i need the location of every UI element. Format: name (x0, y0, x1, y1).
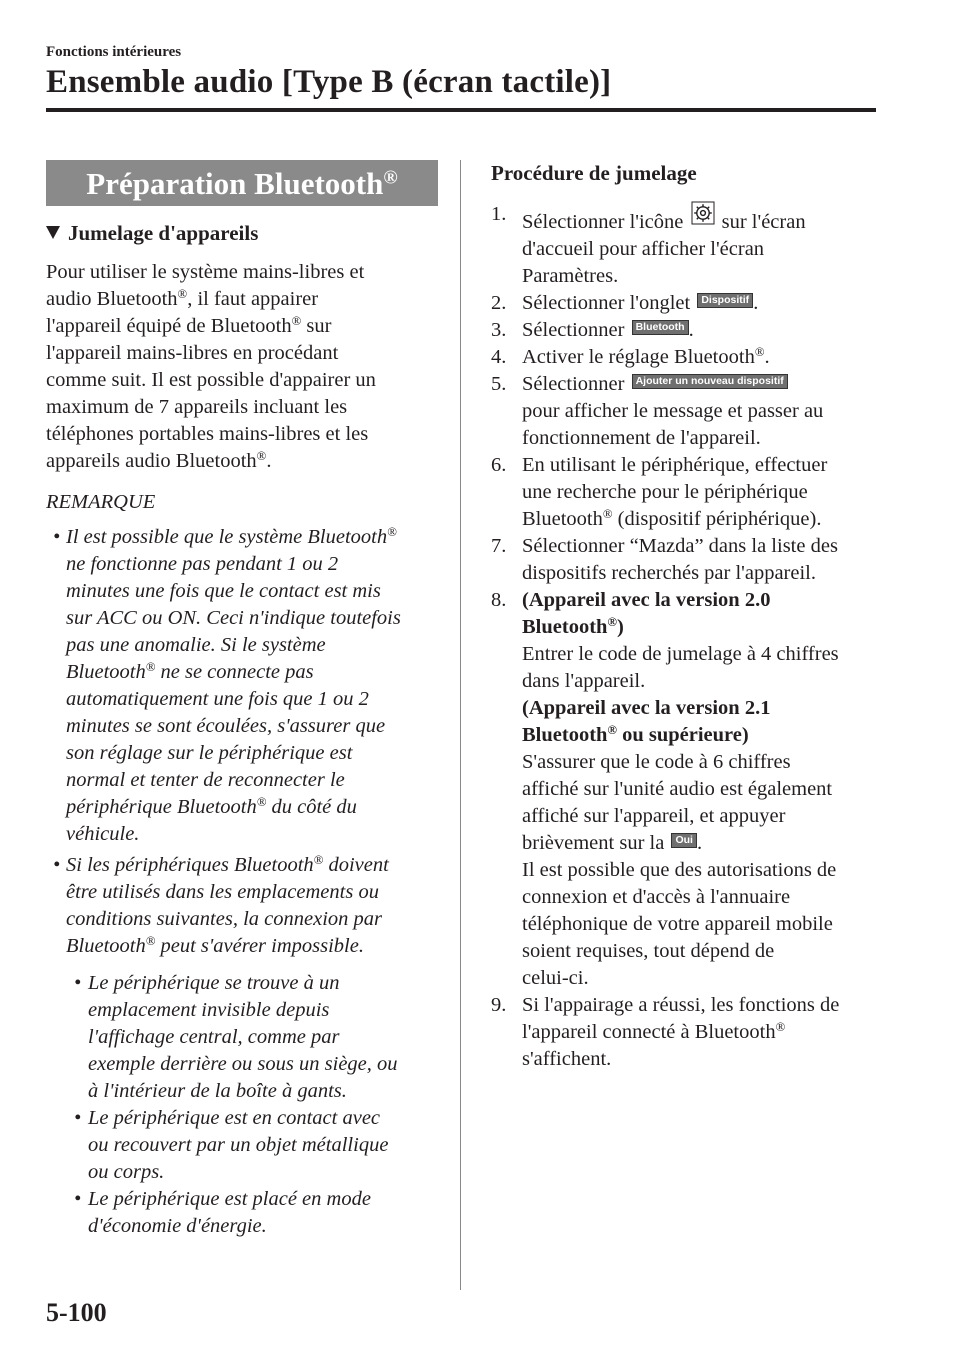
add-device-button[interactable]: Ajouter un nouveau dispositif (632, 374, 788, 389)
header-rule (46, 108, 876, 112)
note-item: • Si les périphériques Bluetooth® doivent être utilisés dans les emplacements ou conditions suivantes, la connexion par Bluetooth® peut s'avérer impossible. (53, 853, 389, 957)
left-column (46, 160, 438, 1240)
triangle-down-icon (46, 226, 60, 239)
note-item: • Il est possible que le système Bluetooth® ne fonctionne pas pendant 1 ou 2 minutes une fois que le contact est mis sur ACC ou ON. Ceci n'indique toutefois pas une anomalie. Si le système Bluetooth® ne se connecte pas automatiquement une fois que 1 ou 2 minutes se sont écoulées, s'assurer que son réglage sur le périphérique est normal et tenter de reconnecter le périphérique Bluetooth® du côté du véhicule. (53, 525, 401, 845)
step-8: 8. (Appareil avec la version 2.0 Bluetooth®) Entrer le code de jumelage à 4 chiffres dans l'appareil. (Appareil avec la version 2.1 Bluetooth® ou supérieure) S'assurer que le code à 6 chiffres affiché sur l'unité audio est également affiché sur l'appareil, et appuyer brièvement sur la Oui . Il est possible que des autorisations de connexion et d'accès à l'annuaire téléphonique de votre appareil mobile soient requises, tout dépend de celui-ci. (491, 589, 839, 989)
bullet-icon: • (74, 1188, 82, 1210)
step-9: 9. Si l'appairage a réussi, les fonctions de l'appareil connecté à Bluetooth® s'affichent. (491, 994, 840, 1070)
dispositif-tab-button[interactable]: Dispositif (697, 293, 753, 308)
page-title: Ensemble audio [Type B (écran tactile)] (46, 64, 612, 100)
sub-note-item: • Le périphérique est placé en mode d'économie d'énergie. (74, 1188, 371, 1237)
procedure-title: Procédure de jumelage (491, 161, 697, 185)
section-banner: Préparation Bluetooth® (46, 160, 438, 206)
oui-button[interactable]: Oui (671, 833, 697, 848)
subhead-pairing: Jumelage d'appareils (46, 220, 438, 247)
note-heading: REMARQUE (46, 491, 156, 513)
step-2: 2. Sélectionner l'onglet Dispositif . (491, 292, 759, 314)
right-column (491, 160, 883, 1073)
bullet-icon: • (53, 526, 61, 548)
section-label: Fonctions intérieures (46, 44, 182, 60)
bluetooth-button[interactable]: Bluetooth (632, 320, 689, 335)
step-1: 1. Sélectionner l'icône sur l'écran d'accueil pour afficher l'écran Paramètres. (491, 203, 806, 287)
bullet-icon: • (74, 972, 82, 994)
bullet-icon: • (53, 854, 61, 876)
column-divider (460, 160, 461, 1290)
step-5: 5. Sélectionner Ajouter un nouveau dispositif pour afficher le message et passer au fonctionnement de l'appareil. (491, 373, 824, 449)
sub-note-item: • Le périphérique est en contact avec ou recouvert par un objet métallique ou corps. (74, 1107, 389, 1183)
step-7: 7. Sélectionner “Mazda” dans la liste des dispositifs recherchés par l'appareil. (491, 535, 838, 584)
bullet-icon: • (74, 1107, 82, 1129)
step-4: 4. Activer le réglage Bluetooth®. (491, 345, 770, 368)
page-number: 5-100 (46, 1298, 107, 1327)
step-3: 3. Sélectionner Bluetooth . (491, 319, 694, 341)
gear-icon (691, 201, 715, 225)
step-6: 6. En utilisant le périphérique, effectuer une recherche pour le périphérique Bluetooth® (dispositif périphérique). (491, 454, 828, 530)
intro-paragraph: Pour utiliser le système mains-libres et audio Bluetooth®, il faut appairer l'appareil équipé de Bluetooth® sur l'appareil mains-libres en procédant comme suit. Il est possible d'appairer un maximum de 7 appareils incluant les téléphones portables mains-libres et les appareils audio Bluetooth®. (46, 261, 376, 472)
sub-note-item: • Le périphérique se trouve à un emplacement invisible depuis l'affichage central, comme par exemple derrière ou sous un siège, ou à l'intérieur de la boîte à gants. (74, 972, 398, 1102)
